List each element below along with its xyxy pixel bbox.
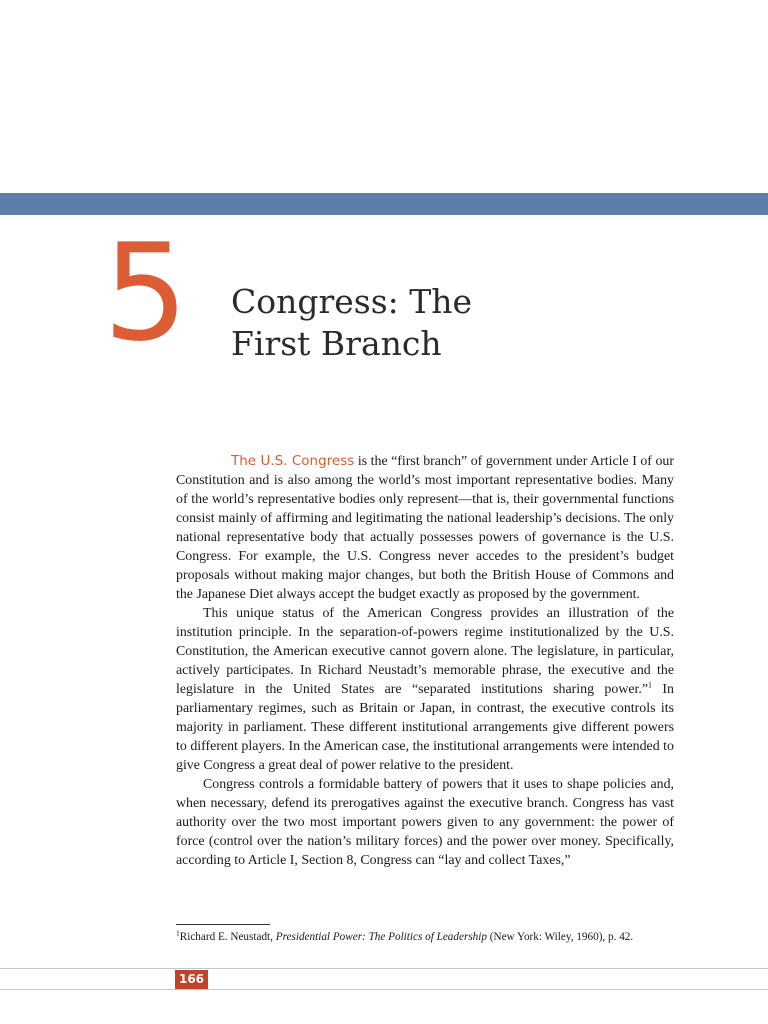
footnote	[176, 930, 696, 945]
footer-rule-top	[0, 968, 768, 969]
chapter-title	[231, 281, 651, 365]
paragraph-2	[176, 604, 674, 775]
footnote-text-before: Richard E. Neustadt,	[179, 931, 276, 943]
paragraph-1	[176, 452, 674, 604]
footnote-reference[interactable]: 1	[648, 680, 653, 690]
paragraph-2-text-before: This unique status of the American Congress provides an illustration of the institution principle. In the separation-of-powers regime institutionalized by the U.S. Constitution, the American executive cannot govern alone. The legislature, in particular, actively participates. In Richard Neustadt’s memorable phrase, the executive and the legislature in the United States are “separated institutions sharing power.”	[176, 606, 674, 697]
paragraph-3: Congress controls a formidable battery of powers that it uses to shape policies and, when necessary, defend its prerogatives against the executive branch. Congress has vast authority over the two most important powers given to any government: the power of force (control over the nation’s military forces) and the power over money. Specifically, according to Article I, Section 8, Congress can “lay and collect Taxes,”	[176, 777, 674, 868]
body-text	[176, 452, 674, 870]
footer-rule-bottom	[0, 989, 768, 990]
page-number: 166	[175, 970, 208, 989]
header-color-band	[0, 193, 768, 215]
footnote-divider	[176, 924, 270, 925]
paragraph-1-text: is the “first branch” of government under Article I of our Constitution and is also among the world’s most important representative bodies. Many of the world’s representative bodies only represent—that is, their governmental functions consist mainly of affirming and legitimating the national leadership’s decisions. The only national representative body that actually possesses powers of governance is the U.S. Congress. For example, the U.S. Congress never accedes to the president’s budget proposals without making major changes, but both the British House of Commons and the Japanese Diet always accept the budget exactly as proposed by the government.	[176, 454, 674, 602]
chapter-title-line-1: Congress: The	[231, 282, 473, 321]
chapter-title-line-2: First Branch	[231, 324, 442, 363]
footnote-text-after: (New York: Wiley, 1960), p. 42.	[486, 931, 634, 943]
lead-in-text: The U.S. Congress	[231, 453, 355, 469]
footnote-number: 1	[176, 928, 180, 938]
footnote-book-title: Presidential Power: The Politics of Leadership	[275, 931, 487, 943]
paragraph-2-text-after: In parliamentary regimes, such as Britain or Japan, in contrast, the executive controls its majority in parliament. These different institutional arrangements give different powers to different players. In the American case, the institutional arrangements were intended to give Congress a great deal of power relative to the president.	[176, 682, 674, 773]
chapter-number: 5	[103, 215, 187, 371]
